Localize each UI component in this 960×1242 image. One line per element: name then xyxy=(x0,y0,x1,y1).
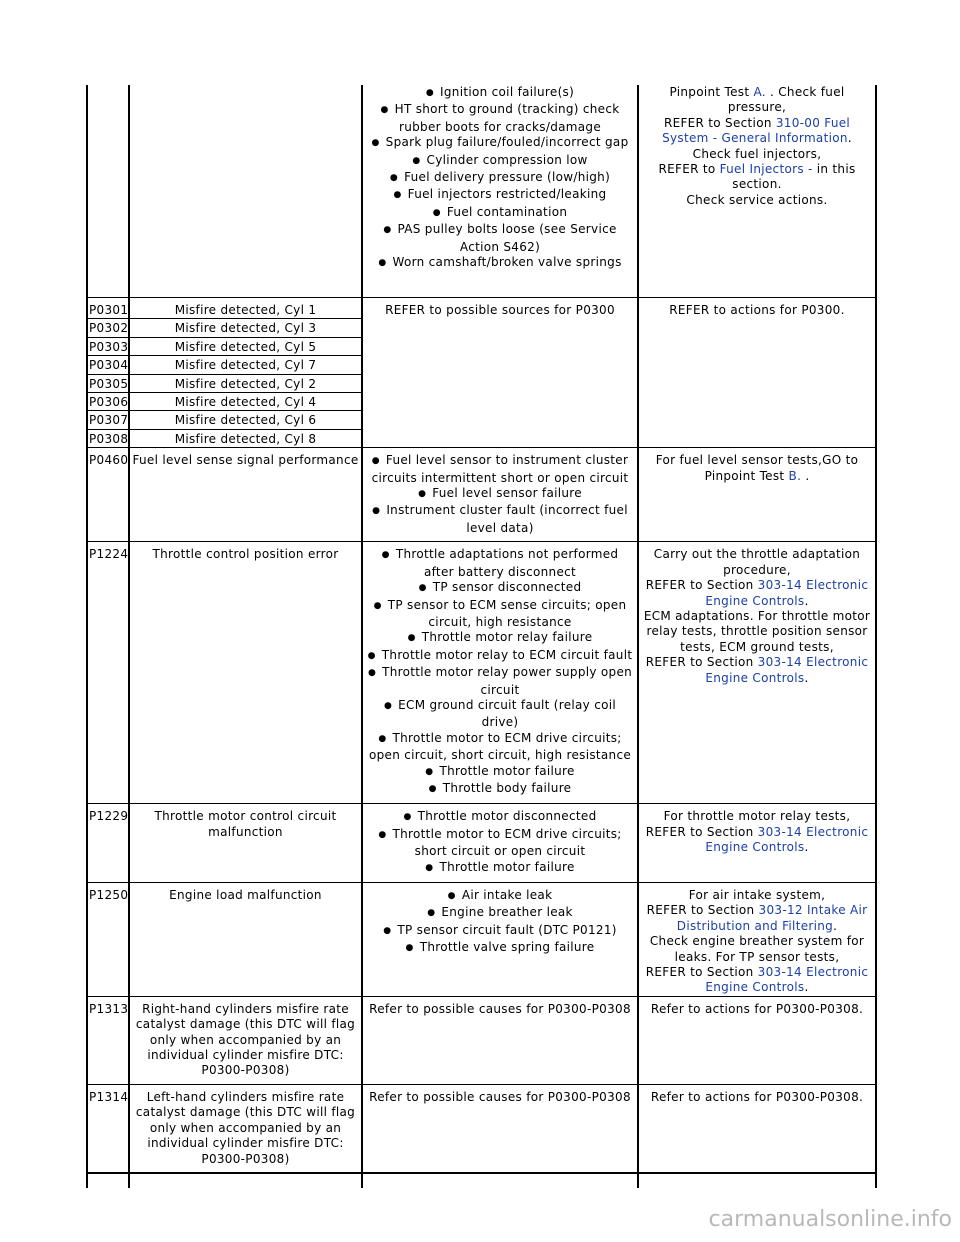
cause-item: ● Throttle motor to ECM drive circuits; short circuit or open circuit xyxy=(365,827,635,860)
dtc-code: P1250 xyxy=(87,888,129,996)
action-text: . xyxy=(847,131,852,146)
pinpoint-test-b-link[interactable]: B. xyxy=(788,468,802,483)
cause-item: ● Throttle adaptations not performed after battery disconnect xyxy=(365,547,635,580)
dtc-code: P0301 xyxy=(89,303,129,317)
cause-item: ● HT short to ground (tracking) check rubber boots for cracks/damage xyxy=(365,102,635,135)
table-row-p0301 xyxy=(87,303,876,319)
cause-item: ● TP sensor circuit fault (DTC P0121) xyxy=(365,923,635,940)
causes-list xyxy=(365,809,635,877)
action-text: . xyxy=(804,670,809,685)
cause-item: ● Engine breather leak xyxy=(365,905,635,922)
section-303-14-link[interactable]: 303-14 Electronic Engine Controls xyxy=(705,965,869,995)
cause-item: ● TP sensor disconnected xyxy=(365,580,635,597)
section-303-14-link[interactable]: 303-14 Electronic Engine Controls xyxy=(705,824,869,855)
action-cell: Refer to actions for P0300-P0308. xyxy=(638,1090,876,1173)
cause-item: ● Air intake leak xyxy=(365,888,635,905)
cause-item: ● Throttle valve spring failure xyxy=(365,940,635,957)
action-text: REFER to Section xyxy=(645,824,758,839)
dtc-code: P0308 xyxy=(87,429,129,447)
dtc-description: Misfire detected, Cyl 8 xyxy=(129,429,362,447)
possible-causes-cell xyxy=(362,809,638,882)
cause-item: ● Ignition coil failure(s) xyxy=(365,85,635,102)
action-cell: REFER to actions for P0300. xyxy=(638,303,876,448)
table-row-p1314 xyxy=(87,1090,876,1173)
action-text: . Check fuel pressure, xyxy=(727,85,845,115)
possible-causes-cell xyxy=(362,888,638,996)
dtc-code: P1314 xyxy=(87,1090,129,1173)
cause-item: ● Cylinder compression low xyxy=(365,153,635,170)
cause-item: ● Throttle motor relay failure xyxy=(365,630,635,647)
dtc-description: Misfire detected, Cyl 5 xyxy=(129,337,362,355)
action-cell xyxy=(638,809,876,882)
pinpoint-test-a-link[interactable]: A. xyxy=(753,85,766,99)
cause-item: ● Fuel level sensor to instrument cluster circuits intermittent short or open circuit xyxy=(365,453,635,486)
action-text: For air intake system, xyxy=(688,888,826,902)
causes-list xyxy=(365,888,635,958)
action-text: . xyxy=(801,468,810,483)
table-row-p1250 xyxy=(87,888,876,996)
cause-item: ● Fuel level sensor failure xyxy=(365,486,635,503)
action-text: Check fuel injectors, xyxy=(692,146,822,161)
fuel-injectors-link[interactable]: Fuel Injectors - xyxy=(719,162,813,177)
cause-item: ● Throttle motor disconnected xyxy=(365,809,635,826)
action-text: Carry out the throttle adaptation procedure, xyxy=(653,547,861,577)
dtc-code: P0304 xyxy=(87,356,129,374)
dtc-description: Left-hand cylinders misfire rate catalyst damage (this DTC will flag only when accompanied by an individual cylinder misfire DTC: P0300-P0308) xyxy=(129,1090,362,1173)
causes-list xyxy=(365,547,635,798)
dtc-description: Misfire detected, Cyl 3 xyxy=(129,319,362,337)
dtc-description: Throttle control position error xyxy=(129,547,362,804)
causes-list xyxy=(365,85,635,272)
dtc-code: P0303 xyxy=(87,337,129,355)
section-303-14-link[interactable]: 303-14 Electronic Engine Controls xyxy=(705,655,869,685)
cause-item: ● Throttle motor relay to ECM circuit fault xyxy=(365,648,635,665)
action-text: REFER to Section xyxy=(645,655,758,670)
cause-item: ● Instrument cluster fault (incorrect fuel level data) xyxy=(365,503,635,536)
dtc-code: P0305 xyxy=(87,374,129,392)
cause-item: ● Throttle motor relay power supply open circuit xyxy=(365,665,635,698)
cause-item: ● ECM ground circuit fault (relay coil drive) xyxy=(365,698,635,731)
dtc-description: Throttle motor control circuit malfunction xyxy=(129,809,362,882)
action-cell xyxy=(638,85,876,298)
action-text: REFER to xyxy=(658,162,720,177)
dtc-description: Fuel level sense signal performance xyxy=(129,453,362,542)
table-row-p0460 xyxy=(87,453,876,542)
section-303-12-link[interactable]: 303-12 Intake Air Distribution and Filtering xyxy=(676,903,868,933)
cause-item: ● Throttle motor to ECM drive circuits; open circuit, short circuit, high resistance xyxy=(365,731,635,764)
dtc-description: Engine load malfunction xyxy=(129,888,362,996)
dtc-code: P0306 xyxy=(87,393,129,411)
dtc-code: P1224 xyxy=(87,547,129,804)
possible-causes-cell: Refer to possible causes for P0300-P0308 xyxy=(362,1002,638,1085)
possible-causes-cell: REFER to possible sources for P0300 xyxy=(362,303,638,448)
action-cell xyxy=(638,888,876,996)
possible-causes-cell xyxy=(362,547,638,804)
watermark: carmanualsonline.info xyxy=(708,1207,952,1232)
dtc-description: Misfire detected, Cyl 1 xyxy=(129,303,362,319)
action-text: ECM adaptations. For throttle motor relay tests, throttle position sensor tests, ECM ground tests, xyxy=(643,608,871,654)
section-303-14-link[interactable]: 303-14 Electronic Engine Controls xyxy=(705,578,869,608)
possible-causes-cell: Refer to possible causes for P0300-P0308 xyxy=(362,1090,638,1173)
dtc-code: P0302 xyxy=(87,319,129,337)
dtc-code: P1229 xyxy=(87,809,129,882)
dtc-table xyxy=(86,85,877,1188)
table-row-p1229 xyxy=(87,809,876,882)
dtc-description: Misfire detected, Cyl 4 xyxy=(129,393,362,411)
action-text: . xyxy=(833,918,838,933)
dtc-code-cell xyxy=(87,85,129,298)
cause-item: ● Throttle motor failure xyxy=(365,764,635,781)
dtc-description: Misfire detected, Cyl 2 xyxy=(129,374,362,392)
action-text: REFER to Section xyxy=(646,903,759,918)
action-text: in this section. xyxy=(732,162,856,192)
cause-item: ● Worn camshaft/broken valve springs xyxy=(365,255,635,272)
cause-item: ● Throttle motor failure xyxy=(365,860,635,877)
dtc-description: Right-hand cylinders misfire rate catalyst damage (this DTC will flag only when accompanied by an individual cylinder misfire DTC: P0300-P0308) xyxy=(129,1002,362,1085)
cause-item: ● TP sensor to ECM sense circuits; open circuit, high resistance xyxy=(365,598,635,631)
action-text: For throttle motor relay tests, xyxy=(663,809,851,824)
table-row-p1224 xyxy=(87,547,876,804)
dtc-code: P0307 xyxy=(87,411,129,429)
table-row-p0300-continued xyxy=(87,85,876,298)
action-text: REFER to Section xyxy=(645,965,758,980)
cause-item: ● Fuel delivery pressure (low/high) xyxy=(365,170,635,187)
dtc-description-cell xyxy=(129,85,362,298)
section-310-00-link[interactable]: 310-00 Fuel System - General Information xyxy=(662,115,851,146)
action-text: Check service actions. xyxy=(686,192,828,207)
cause-item: ● PAS pulley bolts loose (see Service Action S462) xyxy=(365,222,635,255)
action-text: . xyxy=(804,840,809,855)
cause-item: ● Fuel contamination xyxy=(365,205,635,222)
action-cell xyxy=(638,547,876,804)
table-row-p1313 xyxy=(87,1002,876,1085)
action-text: . xyxy=(804,980,809,995)
causes-list xyxy=(365,453,635,536)
action-text: REFER to Section xyxy=(645,578,758,593)
dtc-code: P0460 xyxy=(87,453,129,542)
action-text: REFER to Section xyxy=(663,115,776,130)
possible-causes-cell xyxy=(362,85,638,298)
action-text: . xyxy=(804,593,809,608)
dtc-code: P1313 xyxy=(87,1002,129,1085)
cause-item: ● Spark plug failure/fouled/incorrect gap xyxy=(365,135,635,152)
cause-item: ● Fuel injectors restricted/leaking xyxy=(365,187,635,204)
action-text: For fuel level sensor tests,GO to Pinpoint Test xyxy=(655,453,859,483)
action-text: Check engine breather system for leaks. For TP sensor tests, xyxy=(649,934,865,964)
action-cell xyxy=(638,453,876,542)
action-text: Pinpoint Test xyxy=(669,85,754,99)
dtc-description: Misfire detected, Cyl 6 xyxy=(129,411,362,429)
dtc-description: Misfire detected, Cyl 7 xyxy=(129,356,362,374)
cause-item: ● Throttle body failure xyxy=(365,781,635,798)
action-cell: Refer to actions for P0300-P0308. xyxy=(638,1002,876,1085)
possible-causes-cell xyxy=(362,453,638,542)
